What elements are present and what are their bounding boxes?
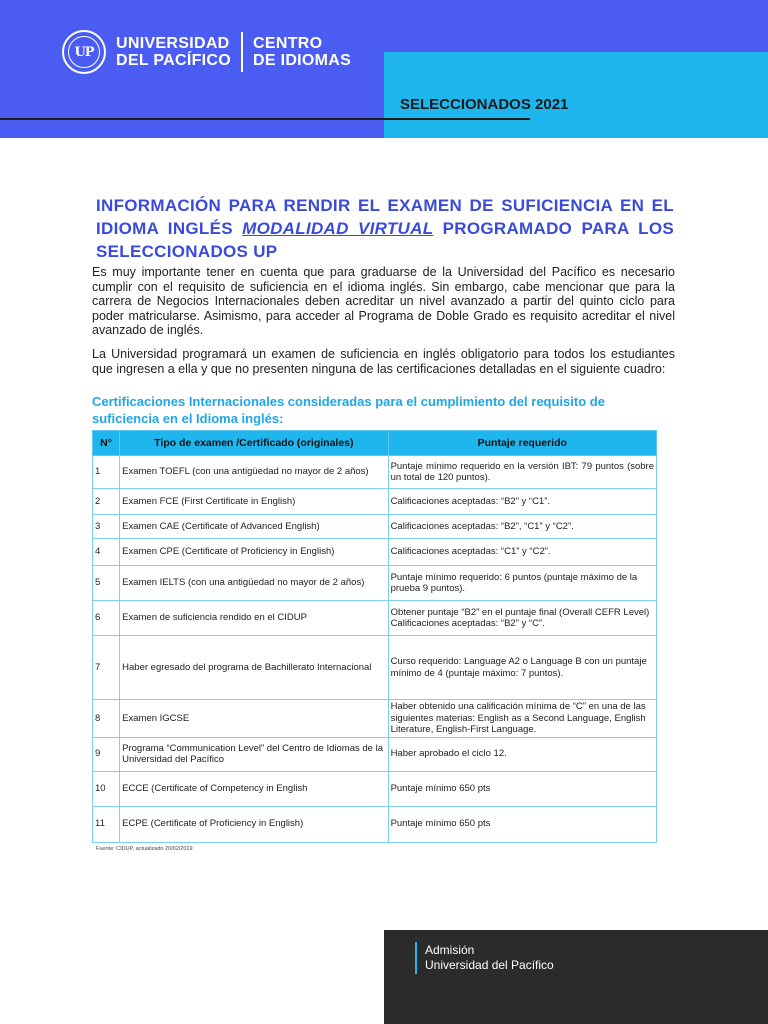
row-number: 3	[93, 515, 120, 539]
row-exam: ECPE (Certificate of Proficiency in English)	[120, 806, 388, 842]
row-score: Puntaje mínimo requerido: 6 puntos (puntaje máximo de la prueba 9 puntos).	[388, 566, 656, 601]
row-number: 7	[93, 636, 120, 700]
subtitle-rule	[0, 118, 530, 120]
logo-line-2: DEL PACÍFICO	[116, 52, 232, 69]
table-row	[93, 539, 657, 566]
row-number: 9	[93, 737, 120, 771]
title-part-1: INFORMACIÓN PARA RENDIR EL EXAMEN DE SUFICIENCIA EN EL IDIOMA INGLÉS	[96, 196, 674, 238]
table-row	[93, 700, 657, 738]
source-note: Fuente: CIDUP, actualizado 20/02/2019	[96, 846, 193, 852]
requirements-table	[92, 430, 657, 843]
row-score: Haber obtenido una calificación mínima de “C” en una de las siguientes materias: English as a Second Language, English Literature, English-First Language.	[388, 700, 656, 738]
row-number: 1	[93, 456, 120, 489]
row-score: Puntaje mínimo 650 pts	[388, 771, 656, 806]
row-number: 4	[93, 539, 120, 566]
logo-centro	[253, 35, 351, 69]
table-row	[93, 456, 657, 489]
footer-line-2: Universidad del Pacífico	[425, 958, 554, 972]
page-title	[96, 194, 674, 263]
table-row	[93, 489, 657, 515]
footer-accent-bar	[415, 942, 417, 974]
table-row	[93, 515, 657, 539]
paragraph-exam: La Universidad programará un examen de suficiencia en inglés obligatorio para todos los estudiantes que ingresen a ella y que no presenten ninguna de las certificaciones detalladas en el siguiente cuadro:	[92, 347, 675, 376]
row-exam: Haber egresado del programa de Bachillerato Internacional	[120, 636, 388, 700]
table-header-row	[93, 431, 657, 456]
certifications-heading: Certificaciones Internacionales consideradas para el cumplimiento del requisito de suficiencia en el Idioma inglés:	[92, 394, 605, 426]
row-score: Calificaciones aceptadas: “B2”, “C1” y “C2”.	[388, 515, 656, 539]
row-number: 8	[93, 700, 120, 738]
row-number: 5	[93, 566, 120, 601]
page-subtitle: SELECCIONADOS 2021	[400, 96, 569, 113]
row-number: 6	[93, 601, 120, 636]
logo-line-1: UNIVERSIDAD	[116, 35, 230, 52]
table-row	[93, 566, 657, 601]
row-score: Puntaje mínimo requerido en la versión IBT: 79 puntos (sobre un total de 120 puntos).	[388, 456, 656, 489]
row-score: Calificaciones aceptadas: “C1” y “C2”.	[388, 539, 656, 566]
row-exam: Examen TOEFL (con una antigüedad no mayor de 2 años)	[120, 456, 388, 489]
row-score: Haber aprobado el ciclo 12.	[388, 737, 656, 771]
logo	[62, 28, 351, 76]
row-number: 2	[93, 489, 120, 515]
footer-line-1: Admisión	[425, 943, 475, 957]
footer-box	[384, 930, 768, 1024]
university-seal-icon: UP	[62, 30, 106, 74]
row-score: Obtener puntaje “B2” en el puntaje final (Overall CEFR Level) Calificaciones aceptadas: “B2” y “C”.	[388, 601, 656, 636]
title-part-2: PROGRAMADO PARA LOS SELECCIONADOS UP	[96, 219, 675, 261]
logo-divider	[241, 32, 243, 72]
row-exam: Examen CAE (Certificate of Advanced English)	[120, 515, 388, 539]
row-exam: ECCE (Certificate of Competency in English	[120, 771, 388, 806]
row-number: 11	[93, 806, 120, 842]
table-row	[93, 737, 657, 771]
row-exam: Programa “Communication Level” del Centro de Idiomas de la Universidad del Pacífico	[120, 737, 388, 771]
row-number: 10	[93, 771, 120, 806]
logo-university	[116, 35, 231, 69]
row-exam: Examen de suficiencia rendido en el CIDUP	[120, 601, 388, 636]
row-score: Calificaciones aceptadas: “B2” y “C1”.	[388, 489, 656, 515]
row-score: Puntaje mínimo 650 pts	[388, 806, 656, 842]
row-exam: Examen FCE (First Certificate in English)	[120, 489, 388, 515]
table-row	[93, 601, 657, 636]
header-exam: Tipo de examen /Certificado (originales)	[120, 431, 388, 456]
paragraph-graduation: Es muy importante tener en cuenta que para graduarse de la Universidad del Pacífico es necesario cumplir con el requisito de suficiencia en el idioma inglés. Sin embargo, cabe mencionar que para la carrera de Negocios Internacionales deben acreditar un nivel avanzado a partir del quinto ciclo para poder matricularse. Asimismo, para acceder al Programa de Doble Grado es requisito acreditar el nivel avanzado de inglés.	[92, 265, 675, 337]
logo-line-4: DE IDIOMAS	[253, 52, 352, 69]
table-row	[93, 636, 657, 700]
row-exam: Examen IGCSE	[120, 700, 388, 738]
row-exam: Examen IELTS (con una antigüedad no mayor de 2 años)	[120, 566, 388, 601]
header-number: N°	[93, 431, 120, 456]
table-row	[93, 806, 657, 842]
table-row	[93, 771, 657, 806]
header-score: Puntaje requerido	[388, 431, 656, 456]
logo-line-3: CENTRO	[253, 35, 323, 52]
header-accent-block	[384, 52, 768, 138]
row-exam: Examen CPE (Certificate of Proficiency in English)	[120, 539, 388, 566]
title-emphasis: MODALIDAD VIRTUAL	[242, 219, 434, 238]
row-score: Curso requerido: Language A2 o Language B con un puntaje mínimo de 4 (puntaje máximo: 7 puntos).	[388, 636, 656, 700]
